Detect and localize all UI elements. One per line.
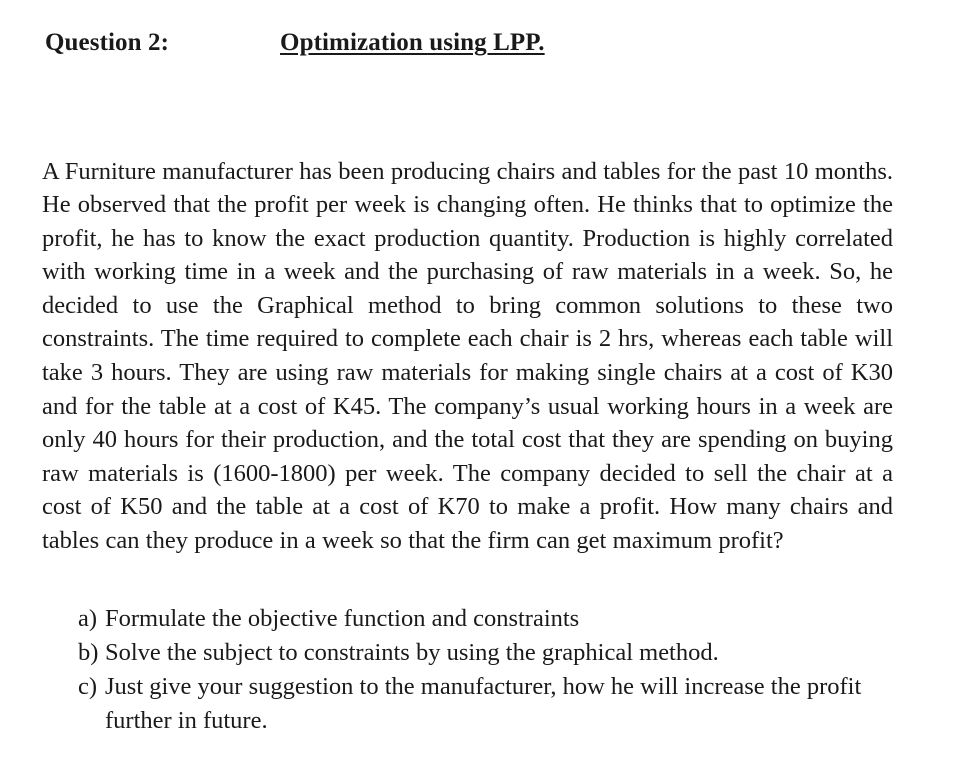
list-item bbox=[78, 670, 896, 738]
list-item-marker: b) bbox=[78, 639, 99, 666]
question-body-paragraph: A Furniture manufacturer has been producing chairs and tables for the past 10 months. He observed that the profit per week is changing often. He thinks that to optimize the profit, he has to know the exact production quantity. Production is highly correlated with working time in a week and the purchasing of raw materials in a week. So, he decided to use the Graphical method to bring common solutions to these two constraints. The time required to complete each chair is 2 hrs, whereas each table will take 3 hours. They are using raw materials for making single chairs at a cost of K30 and for the table at a cost of K45. The company’s usual working hours in a week are only 40 hours for their production, and the total cost that they are spending on buying raw materials is (1600-1800) per week. The company decided to sell the chair at a cost of K50 and the table at a cost of K70 to make a profit. How many chairs and tables can they produce in a week so that the firm can get maximum profit? bbox=[42, 157, 893, 555]
list-item bbox=[78, 602, 896, 636]
list-item-marker: a) bbox=[78, 605, 98, 632]
question-header bbox=[45, 29, 905, 57]
list-item-text: Formulate the objective function and constraints bbox=[105, 605, 580, 632]
list-item bbox=[78, 636, 896, 670]
list-item-text: Solve the subject to constraints by using the graphical method. bbox=[105, 639, 719, 666]
question-number-label: Question 2: bbox=[45, 29, 170, 56]
sub-question-list bbox=[78, 602, 896, 738]
list-item-text: Just give your suggestion to the manufacturer, how he will increase the profit further in future. bbox=[105, 673, 862, 734]
list-item-marker: c) bbox=[78, 673, 98, 700]
page-title: Optimization using LPP. bbox=[280, 29, 545, 56]
